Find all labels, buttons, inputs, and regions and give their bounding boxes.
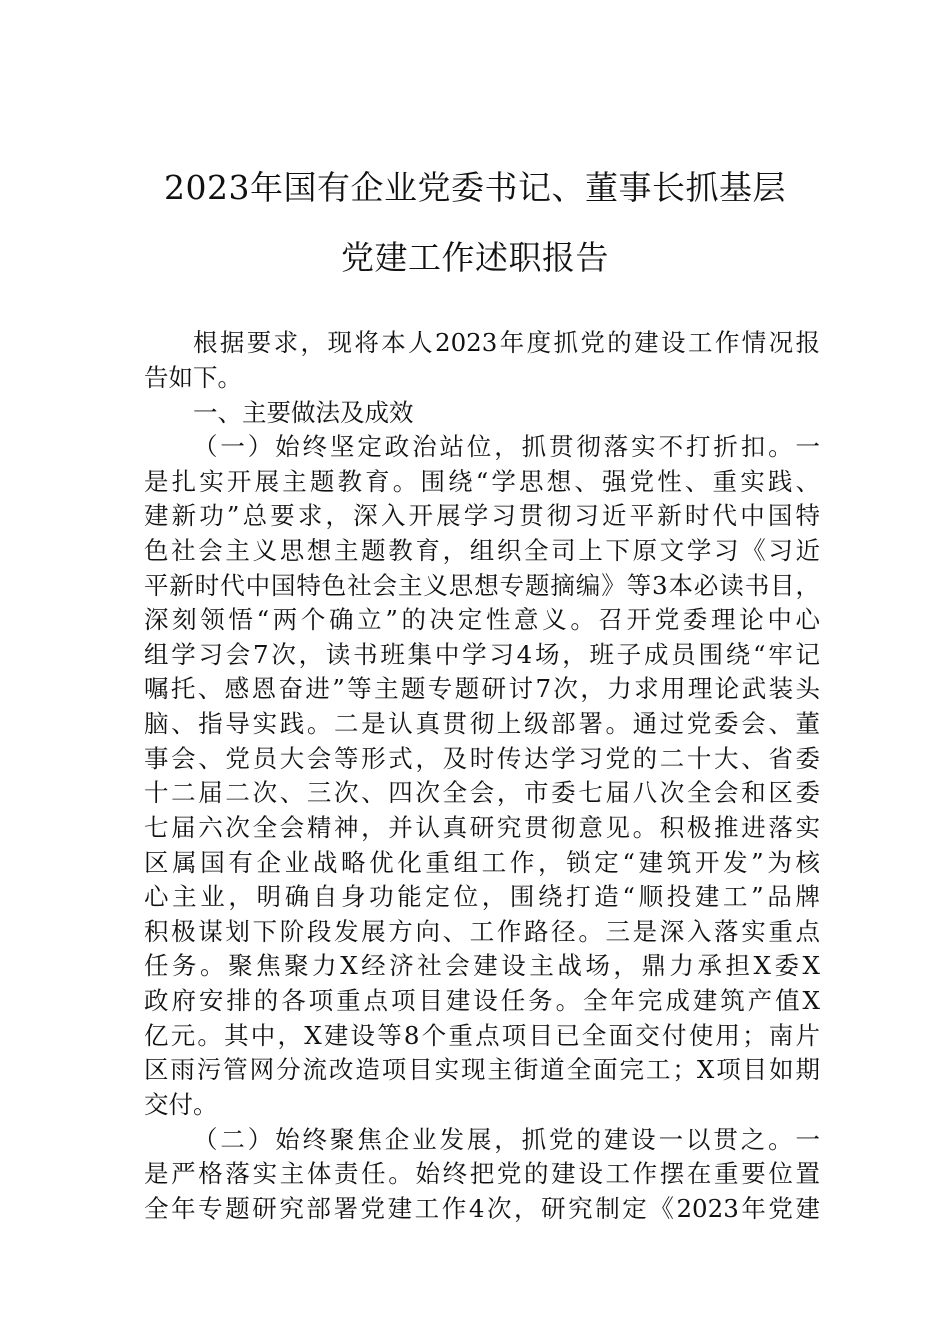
body-line: 交付。: [144, 1090, 218, 1119]
body-line: 根据要求，现将本人2023年度抓党的建设工作情况报: [193, 328, 820, 357]
body-line: 深刻领悟“两个确立”的决定性意义。召开党委理论中心: [144, 605, 820, 634]
body-line: 十二届二次、三次、四次全会，市委七届八次全会和区委: [144, 778, 820, 807]
body-line: 政府安排的各项重点项目建设任务。全年完成建筑产值X: [144, 986, 820, 1015]
body-line: 积极谋划下阶段发展方向、工作路径。三是深入落实重点: [144, 917, 820, 946]
body-line: 平新时代中国特色社会主义思想专题摘编》等3本必读书目，: [144, 571, 820, 600]
body-line: 建新功”总要求，深入开展学习贯彻习近平新时代中国特: [144, 501, 820, 530]
body-line: 嘱托、感恩奋进”等主题专题研讨7次，力求用理论武装头: [144, 674, 820, 703]
document-title-line-1: 2023年国有企业党委书记、董事长抓基层: [164, 168, 786, 207]
body-line: 告如下。: [144, 363, 242, 392]
body-line: （一）始终坚定政治站位，抓贯彻落实不打折扣。一: [193, 432, 820, 461]
body-line: 事会、党员大会等形式，及时传达学习党的二十大、省委: [144, 744, 820, 773]
body-line: 七届六次全会精神，并认真研究贯彻意见。积极推进落实: [144, 813, 820, 842]
body-line: 区属国有企业战略优化重组工作，锁定“建筑开发”为核: [144, 848, 820, 877]
body-line: 区雨污管网分流改造项目实现主街道全面完工；X项目如期: [144, 1055, 820, 1084]
body-line: 亿元。其中，X建设等8个重点项目已全面交付使用；南片: [144, 1021, 820, 1050]
body-line: 脑、指导实践。二是认真贯彻上级部署。通过党委会、董: [144, 709, 820, 738]
body-line: 组学习会7次，读书班集中学习4场，班子成员围绕“牢记: [144, 640, 820, 669]
body-line: 全年专题研究部署党建工作4次，研究制定《2023年党建: [144, 1194, 820, 1223]
body-line: （二）始终聚焦企业发展，抓党的建设一以贯之。一: [193, 1125, 820, 1154]
body-line: 是扎实开展主题教育。围绕“学思想、强党性、重实践、: [144, 467, 820, 496]
section-heading: 一、主要做法及成效: [193, 398, 414, 427]
body-line: 色社会主义思想主题教育，组织全司上下原文学习《习近: [144, 536, 820, 565]
body-line: 任务。聚焦聚力X经济社会建设主战场，鼎力承担X委X: [144, 951, 820, 980]
document-title-line-2: 党建工作述职报告: [341, 238, 609, 277]
body-line: 是严格落实主体责任。始终把党的建设工作摆在重要位置: [144, 1159, 820, 1188]
body-line: 心主业，明确自身功能定位，围绕打造“顺投建工”品牌: [144, 882, 820, 911]
